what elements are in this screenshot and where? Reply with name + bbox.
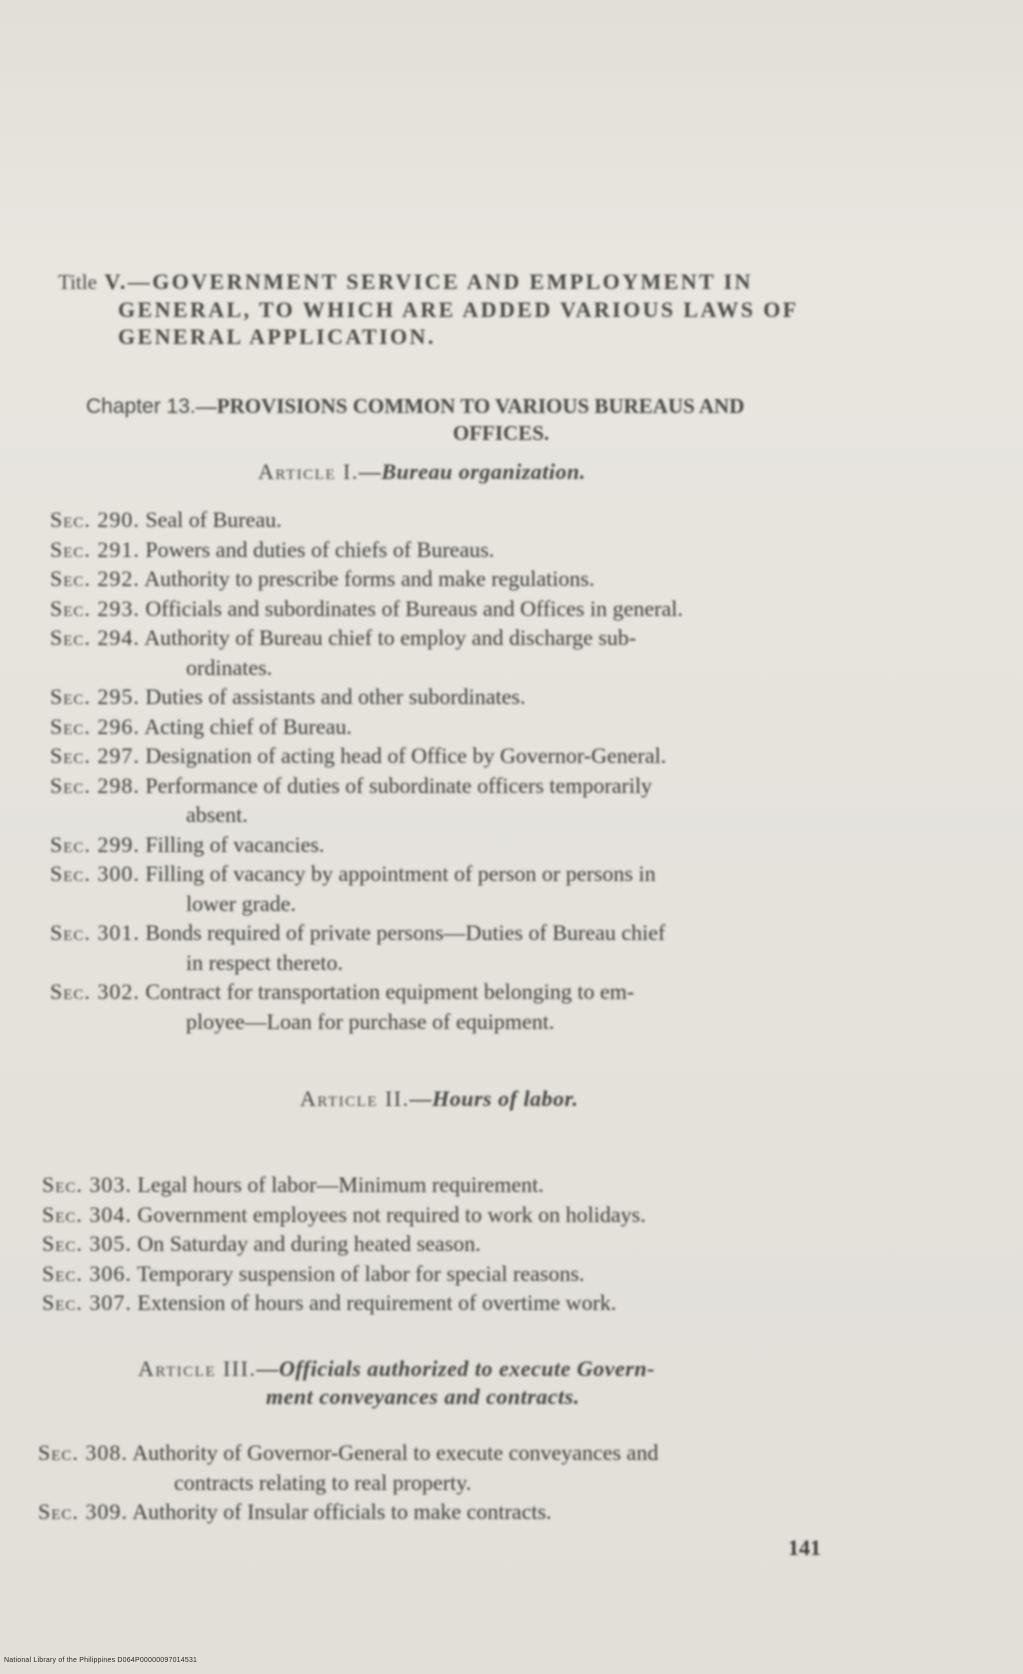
section-number: Sec. 302. <box>50 979 140 1004</box>
section-title-continued: in respect thereto. <box>186 949 343 975</box>
section-title: Duties of assistants and other subordinates. <box>145 684 526 709</box>
section-entry <box>50 771 920 830</box>
section-title: Government employees not required to work on holidays. <box>137 1201 646 1227</box>
section-number: Sec. 304. <box>42 1201 132 1227</box>
section-entry <box>50 977 920 1036</box>
article-title: —Officials authorized to execute Govern- <box>256 1356 655 1381</box>
section-entry <box>42 1200 912 1230</box>
article-3-section-list <box>38 1438 908 1527</box>
section-number: Sec. 294. <box>50 625 140 650</box>
article-label: Article III. <box>138 1356 257 1381</box>
title-label: Title <box>58 270 97 294</box>
section-entry <box>50 830 920 860</box>
section-number: Sec. 297. <box>50 743 140 768</box>
section-entry <box>38 1438 908 1497</box>
section-title: Extension of hours and requirement of overtime work. <box>137 1290 617 1315</box>
article-2-heading <box>300 1085 578 1113</box>
article-1-heading <box>258 458 586 486</box>
page-number: 141 <box>788 1535 821 1560</box>
section-title-continued: absent. <box>186 802 248 827</box>
article-2-section-list <box>42 1170 912 1318</box>
section-title: On Saturday and during heated season. <box>137 1231 481 1256</box>
section-entry <box>42 1170 912 1200</box>
section-entry <box>50 682 920 712</box>
section-number: Sec. 291. <box>50 536 140 562</box>
section-entry <box>50 505 920 535</box>
section-entry <box>50 594 920 624</box>
section-title: Authority to prescribe forms and make regulations. <box>144 566 595 591</box>
chapter-line-1: —PROVISIONS COMMON TO VARIOUS BUREAUS AND <box>195 394 745 418</box>
section-number: Sec. 296. <box>50 713 140 739</box>
title-line-1: V.—GOVERNMENT SERVICE AND EMPLOYMENT IN <box>104 269 753 294</box>
article-label: Article II. <box>300 1086 410 1111</box>
section-number: Sec. 298. <box>50 772 140 798</box>
section-entry <box>42 1229 912 1259</box>
section-title-continued: ordinates. <box>186 654 273 680</box>
section-entry <box>50 859 920 918</box>
section-number: Sec. 303. <box>42 1172 132 1197</box>
section-entry <box>50 623 920 682</box>
section-number: Sec. 309. <box>38 1499 128 1524</box>
section-entry <box>38 1497 908 1527</box>
section-entry <box>50 535 920 565</box>
article-3-heading <box>138 1355 918 1411</box>
section-entry <box>50 741 920 771</box>
chapter-label: Chapter 13. <box>86 395 196 418</box>
section-title: Authority of Governor-General to execute conveyances and <box>132 1440 659 1465</box>
section-title: Contract for transportation equipment belonging to em- <box>145 979 635 1004</box>
section-number: Sec. 292. <box>50 566 140 591</box>
section-title: Filling of vacancies. <box>145 831 325 857</box>
section-title: Powers and duties of chiefs of Bureaus. <box>145 536 495 562</box>
chapter-heading <box>86 393 916 447</box>
section-number: Sec. 306. <box>42 1260 132 1286</box>
title-line-3: GENERAL APPLICATION. <box>118 324 436 349</box>
section-number: Sec. 307. <box>42 1290 132 1315</box>
section-number: Sec. 290. <box>50 507 140 532</box>
title-heading <box>58 268 928 350</box>
section-title: Acting chief of Bureau. <box>144 713 352 739</box>
article-title: —Hours of labor. <box>409 1086 579 1111</box>
section-number: Sec. 305. <box>42 1231 132 1256</box>
section-title: Filling of vacancy by appointment of person or persons in <box>145 861 656 886</box>
section-number: Sec. 308. <box>38 1440 128 1465</box>
article-title: —Bureau organization. <box>358 459 586 484</box>
section-title-continued: lower grade. <box>186 890 296 916</box>
scan-attribution: National Library of the Philippines D064P00000097014531 <box>4 1657 198 1664</box>
section-title: Authority of Insular officials to make contracts. <box>132 1499 552 1524</box>
article-1-section-list <box>50 505 920 1036</box>
section-title: Officials and subordinates of Bureaus and Offices in general. <box>145 595 683 621</box>
section-entry <box>50 564 920 594</box>
section-title-continued: contracts relating to real property. <box>174 1469 472 1495</box>
article-title-continued: ment conveyances and contracts. <box>266 1384 580 1409</box>
section-title: Designation of acting head of Office by Governor-General. <box>145 743 667 768</box>
section-title: Temporary suspension of labor for special reasons. <box>137 1260 585 1286</box>
section-entry <box>42 1288 912 1318</box>
section-title: Authority of Bureau chief to employ and discharge sub- <box>144 625 637 650</box>
section-title: Seal of Bureau. <box>145 507 282 532</box>
section-number: Sec. 295. <box>50 684 140 709</box>
section-entry <box>50 712 920 742</box>
section-number: Sec. 299. <box>50 831 140 857</box>
article-label: Article I. <box>258 459 359 484</box>
section-number: Sec. 300. <box>50 861 140 886</box>
title-line-2: GENERAL, TO WHICH ARE ADDED VARIOUS LAWS OF <box>118 297 799 322</box>
section-number: Sec. 293. <box>50 595 140 621</box>
section-entry <box>50 918 920 977</box>
section-title-continued: ployee—Loan for purchase of equipment. <box>186 1008 555 1034</box>
section-title: Performance of duties of subordinate officers temporarily <box>145 772 653 798</box>
section-title: Bonds required of private persons—Duties of Bureau chief <box>145 920 666 945</box>
section-number: Sec. 301. <box>50 920 140 945</box>
bleed-through-shadow <box>0 0 1023 260</box>
section-entry <box>42 1259 912 1289</box>
section-title: Legal hours of labor—Minimum requirement. <box>137 1172 544 1197</box>
chapter-line-2: OFFICES. <box>452 421 550 445</box>
